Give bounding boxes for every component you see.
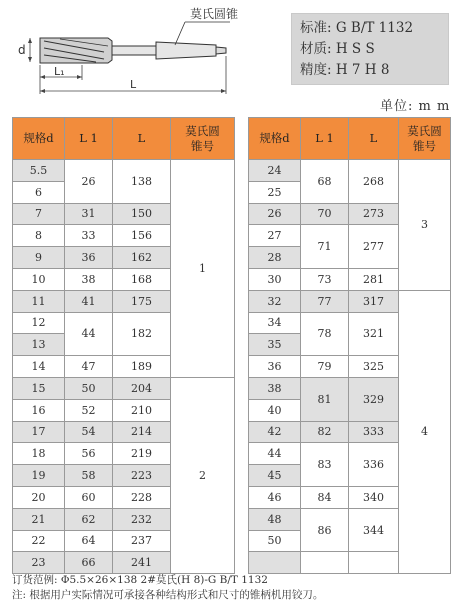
drawing-label-l1: L₁ (54, 65, 65, 78)
cell-d: 25 (249, 181, 301, 203)
cell-d: 13 (13, 334, 65, 356)
cell-l: 321 (349, 312, 399, 356)
cell-l1: 44 (65, 312, 113, 356)
cell-taper: 2 (171, 377, 235, 573)
cell-d: 9 (13, 247, 65, 269)
spec-precision: 精度: H 7 H 8 (300, 62, 390, 78)
cell-d: 15 (13, 377, 65, 399)
cell-d: 28 (249, 247, 301, 269)
cell-l: 210 (113, 399, 171, 421)
cell-l: 336 (349, 443, 399, 487)
cell-l1: 79 (301, 356, 349, 378)
cell-d: 40 (249, 399, 301, 421)
header-l1: L 1 (65, 118, 113, 160)
cell-l: 204 (113, 377, 171, 399)
cell-d: 35 (249, 334, 301, 356)
header-l: L (349, 118, 399, 160)
cell-l: 156 (113, 225, 171, 247)
header-taper (399, 118, 451, 160)
cell-d: 22 (13, 530, 65, 552)
cell-d: 24 (249, 160, 301, 182)
cell-l: 325 (349, 356, 399, 378)
unit-label: 单位: m m (380, 99, 451, 114)
cell-l: 138 (113, 160, 171, 204)
cell-l: 340 (349, 486, 399, 508)
cell-l1: 83 (301, 443, 349, 487)
header-taper-line1: 莫氏圆 (407, 123, 442, 138)
cell-l1: 81 (301, 377, 349, 421)
cell-d: 16 (13, 399, 65, 421)
cell-l: 329 (349, 377, 399, 421)
cell-l: 219 (113, 443, 171, 465)
cell-l1: 73 (301, 268, 349, 290)
cell-d: 17 (13, 421, 65, 443)
cell-d: 44 (249, 443, 301, 465)
cell-l1: 71 (301, 225, 349, 269)
cell-l1: 58 (65, 465, 113, 487)
header-taper-line2: 锥号 (413, 138, 436, 153)
cell-l1: 64 (65, 530, 113, 552)
cell-l: 223 (113, 465, 171, 487)
cell-l1 (301, 552, 349, 574)
cell-d: 18 (13, 443, 65, 465)
footer-note: 注: 根据用户实际情况可承接各种结构形式和尺寸的锥柄机用铰刀。 (12, 589, 324, 601)
cell-l: 189 (113, 356, 171, 378)
cell-d: 45 (249, 465, 301, 487)
cell-d: 11 (13, 290, 65, 312)
spec-standard: 标准: G B/T 1132 (300, 20, 414, 36)
cell-l1: 62 (65, 508, 113, 530)
cell-l1: 56 (65, 443, 113, 465)
cell-d: 36 (249, 356, 301, 378)
cell-d: 20 (13, 486, 65, 508)
spec-table-left (12, 117, 235, 574)
cell-d: 26 (249, 203, 301, 225)
cell-taper: 1 (171, 160, 235, 378)
header-size: 规格d (249, 118, 301, 160)
cell-l1: 70 (301, 203, 349, 225)
cell-l1: 60 (65, 486, 113, 508)
cell-d: 6 (13, 181, 65, 203)
cell-l: 182 (113, 312, 171, 356)
cell-l1: 52 (65, 399, 113, 421)
cell-l1: 66 (65, 552, 113, 574)
table-row (249, 160, 451, 182)
order-example: 订货范例: Φ5.5×26×138 2#莫氏(H 8)-G B/T 1132 (12, 574, 268, 586)
header-size: 规格d (13, 118, 65, 160)
header-l: L (113, 118, 171, 160)
reamer-drawing (0, 0, 290, 98)
spec-table-right (248, 117, 451, 574)
cell-l: 281 (349, 268, 399, 290)
cell-l: 344 (349, 508, 399, 552)
table-header-row (249, 118, 451, 160)
cell-l: 317 (349, 290, 399, 312)
cell-d: 23 (13, 552, 65, 574)
cell-d: 46 (249, 486, 301, 508)
spec-material: 材质: H S S (300, 41, 375, 57)
cell-l1: 36 (65, 247, 113, 269)
cell-d: 50 (249, 530, 301, 552)
footer (12, 573, 323, 603)
cell-d: 10 (13, 268, 65, 290)
cell-l1: 38 (65, 268, 113, 290)
cell-l: 333 (349, 421, 399, 443)
cell-l: 277 (349, 225, 399, 269)
cell-l: 241 (113, 552, 171, 574)
cell-l1: 54 (65, 421, 113, 443)
drawing-label-l: L (130, 78, 137, 91)
cell-l1: 50 (65, 377, 113, 399)
cell-d: 12 (13, 312, 65, 334)
cell-l: 150 (113, 203, 171, 225)
drawing-label-d: d (18, 43, 26, 57)
cell-d: 7 (13, 203, 65, 225)
cell-l: 168 (113, 268, 171, 290)
header-taper-line2: 锥号 (191, 138, 214, 153)
cell-d: 32 (249, 290, 301, 312)
cell-d: 42 (249, 421, 301, 443)
cell-l1: 47 (65, 356, 113, 378)
cell-d: 8 (13, 225, 65, 247)
header-taper-line1: 莫氏圆 (185, 123, 220, 138)
header-taper (171, 118, 235, 160)
cell-l1: 82 (301, 421, 349, 443)
spec-box (291, 13, 449, 85)
cell-l: 175 (113, 290, 171, 312)
cell-d: 14 (13, 356, 65, 378)
cell-l1: 41 (65, 290, 113, 312)
cell-l1: 26 (65, 160, 113, 204)
drawing-label-taper: 莫氏圆锥 (190, 7, 239, 21)
cell-d: 21 (13, 508, 65, 530)
cell-l: 268 (349, 160, 399, 204)
cell-d (249, 552, 301, 574)
cell-d: 34 (249, 312, 301, 334)
cell-d: 30 (249, 268, 301, 290)
cell-d: 19 (13, 465, 65, 487)
cell-l: 228 (113, 486, 171, 508)
cell-l1: 33 (65, 225, 113, 247)
cell-l1: 68 (301, 160, 349, 204)
cell-l: 214 (113, 421, 171, 443)
cell-l: 273 (349, 203, 399, 225)
header-l1: L 1 (301, 118, 349, 160)
cell-d: 48 (249, 508, 301, 530)
cell-taper: 3 (399, 160, 451, 291)
table-row (249, 290, 451, 312)
cell-d: 38 (249, 377, 301, 399)
cell-l1: 78 (301, 312, 349, 356)
table-row (13, 160, 235, 182)
cell-l: 237 (113, 530, 171, 552)
cell-taper: 4 (399, 290, 451, 573)
cell-l1: 77 (301, 290, 349, 312)
table-header-row (13, 118, 235, 160)
cell-l: 232 (113, 508, 171, 530)
cell-d: 5.5 (13, 160, 65, 182)
cell-l1: 86 (301, 508, 349, 552)
cell-l: 162 (113, 247, 171, 269)
cell-l1: 31 (65, 203, 113, 225)
cell-d: 27 (249, 225, 301, 247)
cell-l1: 84 (301, 486, 349, 508)
cell-l (349, 552, 399, 574)
table-row (13, 377, 235, 399)
